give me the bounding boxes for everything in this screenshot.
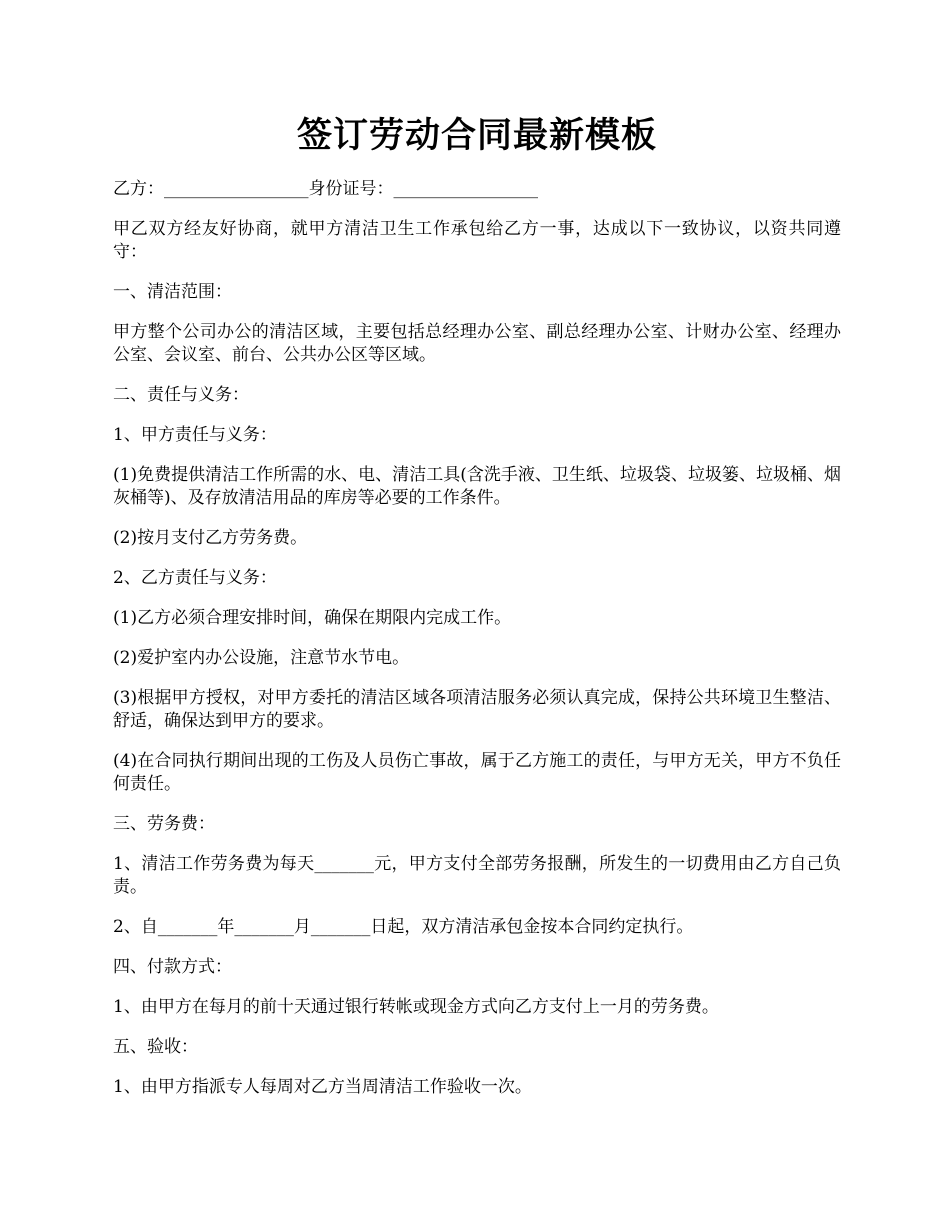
party-b-duty-2: (2)爱护室内办公设施，注意节水节电。 bbox=[113, 648, 410, 668]
acceptance-clause-1: 1、由甲方指派专人每周对乙方当周清洁工作验收一次。 bbox=[113, 1077, 532, 1097]
subheading-party-b-duties: 2、乙方责任与义务： bbox=[113, 568, 277, 588]
party-b-duty-4: (4)在合同执行期间出现的工伤及人员伤亡事故，属于乙方施工的责任，与甲方无关，甲方不负任何责任。 bbox=[113, 751, 841, 794]
section-heading-duties: 二、责任与义务： bbox=[113, 385, 249, 405]
subheading-party-a-duties: 1、甲方责任与义务： bbox=[113, 425, 277, 445]
intro-paragraph: 甲乙双方经友好协商，就甲方清洁卫生工作承包给乙方一事，达成以下一致协议，以资共同遵守： bbox=[113, 219, 841, 262]
section-heading-payment: 四、付款方式： bbox=[113, 957, 232, 977]
party-b-duty-1: (1)乙方必须合理安排时间，确保在期限内完成工作。 bbox=[113, 608, 512, 628]
fees-clause-1: 1、清洁工作劳务费为每天_______元，甲方支付全部劳务报酬，所发生的一切费用由乙方自己负责。 bbox=[113, 854, 841, 897]
party-b-duty-3: (3)根据甲方授权，对甲方委托的清洁区域各项清洁服务必须认真完成，保持公共环境卫生整洁、舒适，确保达到甲方的要求。 bbox=[113, 688, 841, 731]
payment-clause-1: 1、由甲方在每月的前十天通过银行转帐或现金方式向乙方支付上一月的劳务费。 bbox=[113, 997, 719, 1017]
scope-paragraph: 甲方整个公司办公的清洁区域，主要包括总经理办公室、副总经理办公室、计财办公室、经理办公室、会议室、前台、公共办公区等区域。 bbox=[113, 322, 841, 365]
fees-clause-2: 2、自_______年_______月_______日起，双方清洁承包金按本合同约定执行。 bbox=[113, 917, 694, 937]
section-heading-fees: 三、劳务费： bbox=[113, 814, 215, 834]
section-heading-acceptance: 五、验收： bbox=[113, 1037, 198, 1057]
document-title: 签订劳动合同最新模板 bbox=[296, 115, 657, 156]
party-a-duty-2: (2)按月支付乙方劳务费。 bbox=[113, 528, 308, 548]
section-heading-scope: 一、清洁范围： bbox=[113, 282, 232, 302]
document-body bbox=[113, 178, 841, 1116]
party-b-id-line: 乙方：_________________身份证号：_________________ bbox=[113, 179, 538, 199]
party-a-duty-1: (1)免费提供清洁工作所需的水、电、清洁工具(含洗手液、卫生纸、垃圾袋、垃圾篓、垃圾桶、烟灰桶等)、及存放清洁用品的库房等必要的工作条件。 bbox=[113, 465, 841, 508]
